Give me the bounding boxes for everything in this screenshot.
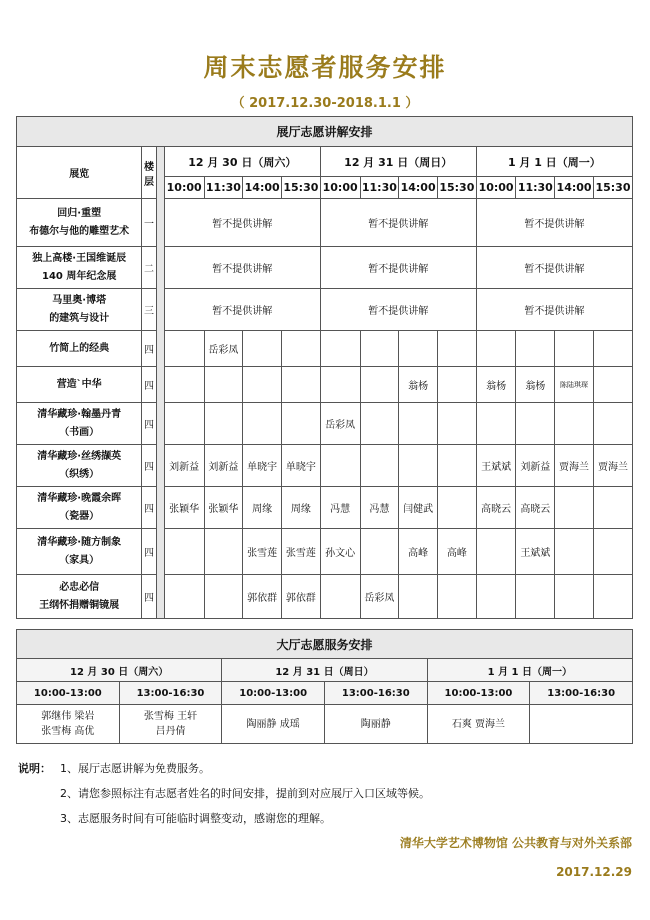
exhibit-name-line: （家具）	[59, 554, 100, 566]
volunteer-cell	[360, 367, 399, 403]
floor-cell: 四	[142, 367, 156, 403]
exhibit-name-line: 清华藏珍·晚霞余晖	[37, 492, 122, 504]
exhibit-name-line: 回归·重塑	[57, 207, 102, 219]
time-slot-header: 10:00	[320, 177, 360, 199]
volunteer-cell: 陈陆琪琛	[555, 367, 594, 403]
volunteer-cell	[204, 403, 243, 445]
page-title: 周末志愿者服务安排	[203, 53, 447, 82]
volunteer-cell: 翁杨	[516, 367, 555, 403]
exhibit-name-line: 清华藏珍·随方制象	[37, 536, 122, 548]
no-tour-notice: 暂不提供讲解	[320, 247, 476, 289]
volunteer-cell: 王斌斌	[476, 445, 516, 487]
exhibit-column-header: 展览	[17, 147, 142, 199]
volunteer-cell	[437, 331, 476, 367]
volunteer-cell: 王斌斌	[516, 529, 555, 575]
exhibit-name	[17, 367, 142, 403]
table-row	[17, 247, 633, 289]
table-row	[17, 529, 633, 575]
exhibit-name	[17, 247, 142, 289]
volunteer-cell: 贾海兰	[555, 445, 594, 487]
day-header: 1 月 1 日（周一）	[476, 147, 632, 177]
volunteer-cell	[593, 403, 632, 445]
volunteer-cell	[282, 403, 321, 445]
volunteer-cell	[555, 575, 594, 619]
volunteer-cell	[399, 331, 438, 367]
notes-section	[18, 756, 430, 831]
hall-time-header: 10:00-13:00	[17, 682, 120, 705]
exhibit-name	[17, 575, 142, 619]
day-header: 12 月 31 日（周日）	[320, 147, 476, 177]
volunteer-cell: 高晓云	[516, 487, 555, 529]
gallery-schedule-table	[16, 116, 633, 619]
time-slot-header: 10:00	[476, 177, 516, 199]
hall-section-title: 大厅志愿服务安排	[17, 630, 633, 659]
volunteer-cell	[476, 529, 516, 575]
volunteer-name-line: 张雪梅 高优	[41, 726, 95, 737]
table-row	[17, 403, 633, 445]
note-item: 3、志愿服务时间有可能临时调整变动，感谢您的理解。	[60, 812, 331, 825]
volunteer-cell	[476, 331, 516, 367]
hall-volunteer-cell	[119, 705, 222, 744]
volunteer-cell: 翁杨	[476, 367, 516, 403]
exhibit-name	[17, 331, 142, 367]
exhibit-name	[17, 445, 142, 487]
volunteer-cell	[593, 487, 632, 529]
hall-time-header: 10:00-13:00	[222, 682, 325, 705]
exhibit-name-line: 布德尔与他的雕塑艺术	[29, 225, 130, 237]
exhibit-name-line: 清华藏珍·丝绣撷英	[37, 450, 122, 462]
hall-schedule-table	[16, 629, 633, 744]
volunteer-cell	[593, 529, 632, 575]
volunteer-cell: 冯慧	[320, 487, 360, 529]
volunteer-cell: 岳彩凤	[204, 331, 243, 367]
floor-cell: 二	[142, 247, 156, 289]
volunteer-cell	[437, 575, 476, 619]
volunteer-cell: 孙文心	[320, 529, 360, 575]
exhibit-name-line: （书画）	[59, 426, 100, 438]
volunteer-cell	[164, 529, 204, 575]
volunteer-cell: 张颖华	[204, 487, 243, 529]
floor-cell: 一	[142, 199, 156, 247]
volunteer-cell	[399, 403, 438, 445]
floor-column-header: 楼层	[142, 147, 156, 199]
no-tour-notice: 暂不提供讲解	[320, 199, 476, 247]
exhibit-name	[17, 403, 142, 445]
volunteer-cell	[243, 403, 282, 445]
exhibit-name-line: 清华藏珍·翰墨丹青	[37, 408, 122, 420]
volunteer-cell: 闫健武	[399, 487, 438, 529]
volunteer-name-line: 张雪梅 王轩	[143, 711, 198, 722]
time-slot-header: 11:30	[360, 177, 399, 199]
volunteer-cell: 周缘	[243, 487, 282, 529]
organization-name: 清华大学艺术博物馆 公共教育与对外关系部	[399, 836, 632, 850]
notes-label: 说明：	[18, 762, 51, 775]
hall-time-header: 13:00-16:30	[324, 682, 427, 705]
no-tour-notice: 暂不提供讲解	[164, 199, 320, 247]
no-tour-notice: 暂不提供讲解	[164, 289, 320, 331]
volunteer-cell	[360, 403, 399, 445]
exhibit-name-line: 140 周年纪念展	[42, 270, 117, 282]
volunteer-cell	[593, 331, 632, 367]
note-item: 2、请您参照标注有志愿者姓名的时间安排，提前到对应展厅入口区域等候。	[60, 787, 430, 800]
volunteer-cell	[437, 487, 476, 529]
exhibit-name-line: 必忠必信	[59, 581, 100, 593]
volunteer-cell	[164, 331, 204, 367]
exhibit-name	[17, 529, 142, 575]
exhibit-name	[17, 199, 142, 247]
volunteer-cell	[516, 403, 555, 445]
issue-date: 2017.12.29	[556, 865, 632, 879]
volunteer-cell: 高峰	[437, 529, 476, 575]
day-header: 12 月 30 日（周六）	[164, 147, 320, 177]
no-tour-notice: 暂不提供讲解	[476, 199, 632, 247]
volunteer-cell	[555, 403, 594, 445]
volunteer-cell	[282, 331, 321, 367]
volunteer-cell	[204, 575, 243, 619]
volunteer-cell	[204, 529, 243, 575]
volunteer-cell	[476, 575, 516, 619]
volunteer-cell	[164, 403, 204, 445]
volunteer-cell: 单晓宇	[243, 445, 282, 487]
no-tour-notice: 暂不提供讲解	[476, 247, 632, 289]
table-row	[17, 445, 633, 487]
volunteer-cell	[360, 331, 399, 367]
hall-volunteer-cell	[427, 705, 530, 744]
volunteer-cell	[282, 367, 321, 403]
hall-volunteer-cell	[324, 705, 427, 744]
table-row	[17, 367, 633, 403]
volunteer-cell	[320, 367, 360, 403]
floor-cell: 四	[142, 575, 156, 619]
volunteer-cell	[593, 367, 632, 403]
no-tour-notice: 暂不提供讲解	[320, 289, 476, 331]
time-slot-header: 11:30	[516, 177, 555, 199]
volunteer-name-line: 陶丽静 成瑶	[246, 718, 300, 730]
hall-time-header: 10:00-13:00	[427, 682, 530, 705]
exhibit-name	[17, 289, 142, 331]
volunteer-name-line: 陶丽静	[360, 718, 391, 730]
volunteer-name-line: 吕丹倩	[155, 726, 186, 737]
date-range-subtitle: （ 2017.12.30-2018.1.1 ）	[231, 96, 419, 111]
time-slot-header: 15:30	[282, 177, 321, 199]
floor-cell: 四	[142, 331, 156, 367]
volunteer-name-line: 石爽 贾海兰	[451, 718, 506, 730]
hall-day-header: 12 月 30 日（周六）	[17, 659, 222, 682]
hall-volunteer-cell	[222, 705, 325, 744]
time-slot-header: 10:00	[164, 177, 204, 199]
time-slot-header: 14:00	[399, 177, 438, 199]
time-slot-header: 14:00	[555, 177, 594, 199]
volunteer-cell: 冯慧	[360, 487, 399, 529]
floor-cell: 四	[142, 403, 156, 445]
volunteer-cell	[243, 367, 282, 403]
hall-day-header: 12 月 31 日（周日）	[222, 659, 427, 682]
volunteer-cell	[399, 575, 438, 619]
volunteer-cell	[360, 445, 399, 487]
separator-column	[156, 147, 164, 619]
exhibit-name	[17, 487, 142, 529]
table-row	[17, 331, 633, 367]
volunteer-cell: 张雪莲	[282, 529, 321, 575]
volunteer-cell	[516, 575, 555, 619]
exhibit-name-line: 竹简上的经典	[49, 342, 110, 354]
exhibit-name-line: （织绣）	[59, 468, 100, 480]
volunteer-cell: 周缘	[282, 487, 321, 529]
volunteer-cell	[516, 331, 555, 367]
exhibit-name-line: 独上高楼·王国维诞辰	[32, 252, 127, 264]
volunteer-cell: 张雪莲	[243, 529, 282, 575]
volunteer-cell: 高峰	[399, 529, 438, 575]
volunteer-cell: 贾海兰	[593, 445, 632, 487]
volunteer-cell: 岳彩凤	[320, 403, 360, 445]
volunteer-cell	[320, 445, 360, 487]
volunteer-cell	[437, 445, 476, 487]
floor-cell: 四	[142, 529, 156, 575]
note-item: 1、展厅志愿讲解为免费服务。	[60, 762, 210, 775]
time-slot-header: 11:30	[204, 177, 243, 199]
volunteer-cell	[360, 529, 399, 575]
volunteer-cell	[399, 445, 438, 487]
hall-time-header: 13:00-16:30	[119, 682, 222, 705]
volunteer-cell: 刘新益	[516, 445, 555, 487]
hall-time-header: 13:00-16:30	[530, 682, 633, 705]
volunteer-cell	[555, 529, 594, 575]
gallery-section-title: 展厅志愿讲解安排	[17, 117, 633, 147]
volunteer-cell	[204, 367, 243, 403]
volunteer-cell	[164, 367, 204, 403]
hall-volunteer-cell	[17, 705, 120, 744]
hall-day-header: 1 月 1 日（周一）	[427, 659, 632, 682]
volunteer-cell	[555, 487, 594, 529]
volunteer-cell	[437, 403, 476, 445]
floor-cell: 四	[142, 445, 156, 487]
volunteer-cell: 张颖华	[164, 487, 204, 529]
time-slot-header: 14:00	[243, 177, 282, 199]
volunteer-cell: 翁杨	[399, 367, 438, 403]
table-row	[17, 575, 633, 619]
volunteer-cell	[593, 575, 632, 619]
volunteer-cell: 郭依群	[282, 575, 321, 619]
exhibit-name-line: 王纲怀捐赠铜镜展	[39, 599, 120, 611]
volunteer-cell	[555, 331, 594, 367]
time-slot-header: 15:30	[593, 177, 632, 199]
exhibit-name-line: 的建筑与设计	[49, 312, 110, 324]
volunteer-cell	[164, 575, 204, 619]
table-row	[17, 487, 633, 529]
volunteer-name-line: 郭继伟 梁岩	[41, 711, 95, 722]
hall-volunteer-cell	[530, 705, 633, 744]
volunteer-cell	[476, 403, 516, 445]
floor-cell: 三	[142, 289, 156, 331]
time-slot-header: 15:30	[437, 177, 476, 199]
exhibit-name-line: 马里奥·博塔	[52, 294, 107, 306]
table-row	[17, 289, 633, 331]
floor-cell: 四	[142, 487, 156, 529]
no-tour-notice: 暂不提供讲解	[476, 289, 632, 331]
volunteer-cell: 郭依群	[243, 575, 282, 619]
volunteer-cell	[320, 331, 360, 367]
exhibit-name-line: 营造`中华	[56, 378, 102, 390]
table-row	[17, 199, 633, 247]
volunteer-cell	[320, 575, 360, 619]
volunteer-cell: 高晓云	[476, 487, 516, 529]
volunteer-cell: 刘新益	[164, 445, 204, 487]
volunteer-cell: 岳彩凤	[360, 575, 399, 619]
exhibit-name-line: （瓷器）	[59, 510, 100, 522]
volunteer-cell: 刘新益	[204, 445, 243, 487]
no-tour-notice: 暂不提供讲解	[164, 247, 320, 289]
volunteer-cell	[243, 331, 282, 367]
volunteer-cell	[437, 367, 476, 403]
volunteer-cell: 单晓宇	[282, 445, 321, 487]
